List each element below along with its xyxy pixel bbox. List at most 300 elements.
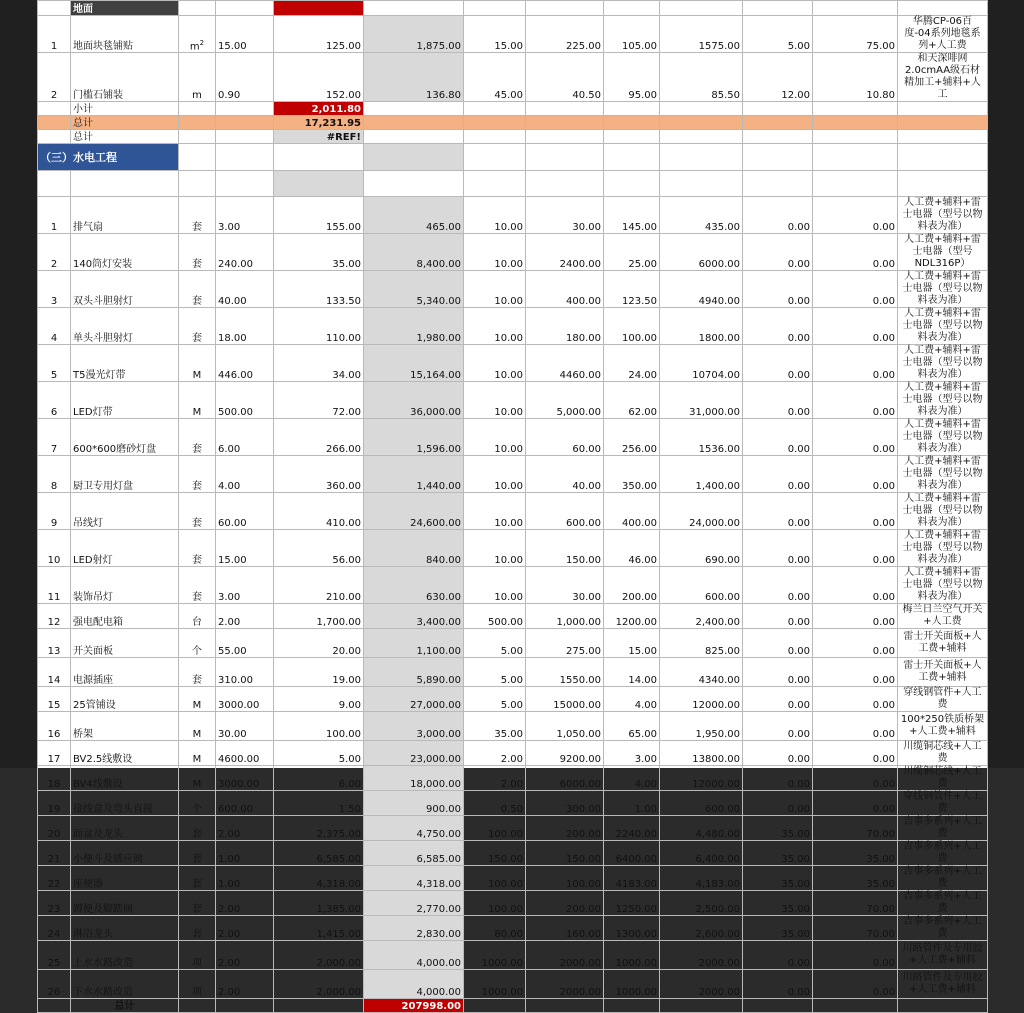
item-total[interactable]: 2,830.00 [364, 916, 464, 941]
aux-total[interactable]: 0.00 [813, 493, 898, 530]
empty-cell[interactable] [743, 144, 813, 171]
grand-total-value[interactable]: 17,231.95 [274, 116, 364, 130]
aux-unit-price[interactable]: 0.00 [743, 456, 813, 493]
item-unit[interactable]: m [179, 53, 216, 102]
item-total[interactable]: 840.00 [364, 530, 464, 567]
item-note[interactable]: 人工费+辅料+雷士电器（型号以物料表为准） [898, 567, 988, 604]
item-total[interactable]: 630.00 [364, 567, 464, 604]
row-number[interactable]: 24 [38, 916, 71, 941]
empty-cell[interactable] [660, 999, 743, 1013]
empty-cell[interactable] [898, 144, 988, 171]
item-note[interactable]: 雷士开关面板+人工费+辅料 [898, 629, 988, 658]
labor-unit-price[interactable]: 10.00 [464, 382, 526, 419]
aux-total[interactable]: 0.00 [813, 941, 898, 970]
item-total[interactable]: 4,000.00 [364, 970, 464, 999]
material-total[interactable]: 4,480.00 [660, 816, 743, 841]
empty-cell[interactable] [71, 171, 179, 197]
material-unit-price[interactable]: 1.00 [604, 791, 660, 816]
item-unit-price[interactable]: 210.00 [274, 567, 364, 604]
item-note[interactable]: 100*250铁质桥架+人工费+辅料 [898, 712, 988, 741]
ref-total-value[interactable]: #REF! [274, 130, 364, 144]
item-unit-price[interactable]: 34.00 [274, 345, 364, 382]
item-name[interactable]: 吊线灯 [71, 493, 179, 530]
item-total[interactable]: 5,890.00 [364, 658, 464, 687]
labor-unit-price[interactable]: 100.00 [464, 891, 526, 916]
material-unit-price[interactable]: 256.00 [604, 419, 660, 456]
labor-unit-price[interactable]: 100.00 [464, 816, 526, 841]
aux-unit-price[interactable]: 35.00 [743, 866, 813, 891]
item-unit-price[interactable]: 2,000.00 [274, 941, 364, 970]
labor-total[interactable]: 160.00 [526, 916, 604, 941]
item-note[interactable]: 吉事多系列+人工费 [898, 891, 988, 916]
item-unit[interactable]: 套 [179, 271, 216, 308]
item-name[interactable]: 单头斗胆射灯 [71, 308, 179, 345]
row-number[interactable]: 6 [38, 382, 71, 419]
item-unit[interactable]: 套 [179, 456, 216, 493]
row-number[interactable]: 21 [38, 841, 71, 866]
item-total[interactable]: 3,000.00 [364, 712, 464, 741]
item-total[interactable]: 136.80 [364, 53, 464, 102]
item-quantity[interactable]: 2.00 [216, 604, 274, 629]
empty-cell[interactable] [179, 144, 216, 171]
empty-cell[interactable] [660, 171, 743, 197]
aux-unit-price[interactable]: 0.00 [743, 530, 813, 567]
ref-total-label[interactable]: 总计 [71, 130, 179, 144]
item-total[interactable]: 465.00 [364, 197, 464, 234]
item-unit-price[interactable]: 5.00 [274, 741, 364, 766]
labor-unit-price[interactable]: 10.00 [464, 493, 526, 530]
aux-unit-price[interactable]: 35.00 [743, 816, 813, 841]
item-quantity[interactable]: 2.00 [216, 816, 274, 841]
empty-cell[interactable] [38, 999, 71, 1013]
labor-total[interactable]: 15000.00 [526, 687, 604, 712]
item-unit-price[interactable]: 125.00 [274, 16, 364, 53]
empty-cell[interactable] [813, 102, 898, 116]
item-total[interactable]: 15,164.00 [364, 345, 464, 382]
item-note[interactable]: 吉事多系列+人工费 [898, 816, 988, 841]
material-total[interactable]: 31,000.00 [660, 382, 743, 419]
empty-cell[interactable] [813, 116, 898, 130]
item-note[interactable]: 人工费+辅料+雷士电器（型号以物料表为准） [898, 271, 988, 308]
item-total[interactable]: 24,600.00 [364, 493, 464, 530]
material-total[interactable]: 12000.00 [660, 766, 743, 791]
aux-total[interactable]: 70.00 [813, 891, 898, 916]
material-unit-price[interactable]: 65.00 [604, 712, 660, 741]
item-total[interactable]: 5,340.00 [364, 271, 464, 308]
empty-cell[interactable] [660, 116, 743, 130]
aux-total[interactable]: 0.00 [813, 271, 898, 308]
item-total[interactable]: 4,318.00 [364, 866, 464, 891]
aux-unit-price[interactable]: 0.00 [743, 308, 813, 345]
item-total[interactable]: 3,400.00 [364, 604, 464, 629]
item-unit[interactable]: M [179, 766, 216, 791]
labor-unit-price[interactable]: 45.00 [464, 53, 526, 102]
aux-total[interactable]: 0.00 [813, 766, 898, 791]
material-total[interactable]: 24,000.00 [660, 493, 743, 530]
aux-unit-price[interactable]: 0.00 [743, 234, 813, 271]
subtotal-label[interactable]: 小计 [71, 102, 179, 116]
item-quantity[interactable]: 4600.00 [216, 741, 274, 766]
item-unit-price[interactable]: 4,318.00 [274, 866, 364, 891]
item-note[interactable]: 川缆铜芯线+人工费 [898, 741, 988, 766]
item-unit-price[interactable]: 266.00 [274, 419, 364, 456]
labor-unit-price[interactable]: 0.50 [464, 791, 526, 816]
item-unit[interactable]: 套 [179, 530, 216, 567]
labor-unit-price[interactable]: 5.00 [464, 629, 526, 658]
aux-unit-price[interactable]: 0.00 [743, 271, 813, 308]
labor-total[interactable]: 60.00 [526, 419, 604, 456]
item-unit-price[interactable]: 360.00 [274, 456, 364, 493]
labor-unit-price[interactable]: 10.00 [464, 308, 526, 345]
material-total[interactable]: 600.00 [660, 567, 743, 604]
item-unit-price[interactable]: 1,700.00 [274, 604, 364, 629]
labor-unit-price[interactable]: 10.00 [464, 271, 526, 308]
item-unit-price[interactable]: 72.00 [274, 382, 364, 419]
item-name[interactable]: 地面块毯铺贴 [71, 16, 179, 53]
item-name[interactable]: 25管铺设 [71, 687, 179, 712]
item-note[interactable]: 人工费+辅料+雷士电器（型号NDL316P） [898, 234, 988, 271]
item-total[interactable]: 8,400.00 [364, 234, 464, 271]
item-name[interactable]: 桥架 [71, 712, 179, 741]
item-unit-price[interactable]: 1,415.00 [274, 916, 364, 941]
row-number[interactable]: 12 [38, 604, 71, 629]
item-quantity[interactable]: 2.00 [216, 916, 274, 941]
item-quantity[interactable]: 30.00 [216, 712, 274, 741]
empty-cell[interactable] [179, 999, 216, 1013]
aux-unit-price[interactable]: 5.00 [743, 16, 813, 53]
aux-unit-price[interactable]: 0.00 [743, 567, 813, 604]
labor-total[interactable]: 150.00 [526, 841, 604, 866]
item-note[interactable]: 穿线钢管件+人工费 [898, 687, 988, 712]
subtotal-value[interactable]: 2,011.80 [274, 102, 364, 116]
item-quantity[interactable]: 18.00 [216, 308, 274, 345]
cell[interactable] [274, 1, 364, 16]
aux-unit-price[interactable]: 0.00 [743, 493, 813, 530]
labor-total[interactable]: 1550.00 [526, 658, 604, 687]
item-quantity[interactable]: 55.00 [216, 629, 274, 658]
item-unit[interactable]: M [179, 741, 216, 766]
empty-cell[interactable] [526, 171, 604, 197]
empty-cell[interactable] [38, 1, 71, 16]
material-unit-price[interactable]: 145.00 [604, 197, 660, 234]
empty-cell[interactable] [660, 144, 743, 171]
item-unit-price[interactable]: 155.00 [274, 197, 364, 234]
empty-cell[interactable] [464, 102, 526, 116]
row-number[interactable]: 19 [38, 791, 71, 816]
empty-cell[interactable] [898, 999, 988, 1013]
item-note[interactable]: 川路管件及专用胶+人工费+辅料 [898, 970, 988, 999]
material-total[interactable]: 6000.00 [660, 234, 743, 271]
aux-unit-price[interactable]: 0.00 [743, 766, 813, 791]
row-number[interactable]: 5 [38, 345, 71, 382]
item-unit-price[interactable]: 2,000.00 [274, 970, 364, 999]
material-unit-price[interactable]: 15.00 [604, 629, 660, 658]
labor-unit-price[interactable]: 35.00 [464, 712, 526, 741]
empty-cell[interactable] [464, 116, 526, 130]
item-quantity[interactable]: 3.00 [216, 197, 274, 234]
empty-cell[interactable] [364, 144, 464, 171]
material-total[interactable]: 12000.00 [660, 687, 743, 712]
item-name[interactable]: 装饰吊灯 [71, 567, 179, 604]
aux-total[interactable]: 0.00 [813, 308, 898, 345]
item-note[interactable]: 人工费+辅料+雷士电器（型号以物料表为准） [898, 530, 988, 567]
item-unit-price[interactable]: 35.00 [274, 234, 364, 271]
labor-total[interactable]: 225.00 [526, 16, 604, 53]
final-total-label[interactable]: 总计 [71, 999, 179, 1013]
material-unit-price[interactable]: 1000.00 [604, 941, 660, 970]
empty-cell[interactable] [604, 102, 660, 116]
row-number[interactable]: 15 [38, 687, 71, 712]
labor-unit-price[interactable]: 10.00 [464, 567, 526, 604]
item-unit-price[interactable]: 20.00 [274, 629, 364, 658]
item-quantity[interactable]: 2.00 [216, 941, 274, 970]
aux-unit-price[interactable]: 35.00 [743, 916, 813, 941]
material-total[interactable]: 4340.00 [660, 658, 743, 687]
empty-cell[interactable] [604, 1, 660, 16]
aux-total[interactable]: 35.00 [813, 841, 898, 866]
material-total[interactable]: 2,600.00 [660, 916, 743, 941]
material-unit-price[interactable]: 350.00 [604, 456, 660, 493]
labor-total[interactable]: 600.00 [526, 493, 604, 530]
empty-cell[interactable] [274, 144, 364, 171]
aux-total[interactable]: 0.00 [813, 382, 898, 419]
empty-cell[interactable] [660, 1, 743, 16]
aux-total[interactable]: 0.00 [813, 234, 898, 271]
material-total[interactable]: 435.00 [660, 197, 743, 234]
item-unit[interactable]: M [179, 712, 216, 741]
aux-total[interactable]: 0.00 [813, 530, 898, 567]
item-quantity[interactable]: 600.00 [216, 791, 274, 816]
material-unit-price[interactable]: 400.00 [604, 493, 660, 530]
item-name[interactable]: BV4线敷设 [71, 766, 179, 791]
item-note[interactable]: 人工费+辅料+雷士电器（型号以物料表为准） [898, 493, 988, 530]
aux-unit-price[interactable]: 0.00 [743, 712, 813, 741]
material-total[interactable]: 1800.00 [660, 308, 743, 345]
item-unit-price[interactable]: 2,375.00 [274, 816, 364, 841]
empty-cell[interactable] [216, 144, 274, 171]
aux-unit-price[interactable]: 0.00 [743, 741, 813, 766]
labor-unit-price[interactable]: 10.00 [464, 419, 526, 456]
labor-total[interactable]: 30.00 [526, 197, 604, 234]
empty-cell[interactable] [216, 116, 274, 130]
item-unit[interactable]: 套 [179, 841, 216, 866]
row-number[interactable]: 23 [38, 891, 71, 916]
material-unit-price[interactable]: 1300.00 [604, 916, 660, 941]
item-unit-price[interactable]: 410.00 [274, 493, 364, 530]
aux-unit-price[interactable]: 35.00 [743, 841, 813, 866]
empty-cell[interactable] [526, 144, 604, 171]
material-unit-price[interactable]: 1200.00 [604, 604, 660, 629]
item-note[interactable]: 雷士开关面板+人工费+辅料 [898, 658, 988, 687]
item-unit-price[interactable]: 9.00 [274, 687, 364, 712]
row-number[interactable]: 10 [38, 530, 71, 567]
item-unit-price[interactable]: 152.00 [274, 53, 364, 102]
material-total[interactable]: 1575.00 [660, 16, 743, 53]
empty-cell[interactable] [898, 1, 988, 16]
material-total[interactable]: 2000.00 [660, 970, 743, 999]
material-unit-price[interactable]: 105.00 [604, 16, 660, 53]
item-name[interactable]: 座便器 [71, 866, 179, 891]
material-total[interactable]: 690.00 [660, 530, 743, 567]
item-unit-price[interactable]: 6,585.00 [274, 841, 364, 866]
empty-cell[interactable] [813, 130, 898, 144]
item-note[interactable]: 人工费+辅料+雷士电器（型号以物料表为准） [898, 419, 988, 456]
material-total[interactable]: 600.00 [660, 791, 743, 816]
item-note[interactable]: 人工费+辅料+雷士电器（型号以物料表为准） [898, 308, 988, 345]
empty-cell[interactable] [216, 102, 274, 116]
empty-cell[interactable] [38, 116, 71, 130]
aux-total[interactable]: 0.00 [813, 970, 898, 999]
labor-total[interactable]: 40.50 [526, 53, 604, 102]
aux-total[interactable]: 0.00 [813, 687, 898, 712]
empty-cell[interactable] [179, 1, 216, 16]
material-unit-price[interactable]: 4183.00 [604, 866, 660, 891]
aux-total[interactable]: 0.00 [813, 197, 898, 234]
empty-cell[interactable] [526, 1, 604, 16]
material-unit-price[interactable]: 24.00 [604, 345, 660, 382]
aux-unit-price[interactable]: 0.00 [743, 941, 813, 970]
item-unit-price[interactable]: 110.00 [274, 308, 364, 345]
labor-unit-price[interactable]: 1000.00 [464, 970, 526, 999]
empty-cell[interactable] [743, 130, 813, 144]
empty-cell[interactable] [604, 144, 660, 171]
empty-cell[interactable] [604, 130, 660, 144]
empty-cell[interactable] [660, 130, 743, 144]
empty-cell[interactable] [526, 999, 604, 1013]
item-unit[interactable]: $m^2$ [179, 16, 216, 53]
aux-total[interactable]: 0.00 [813, 712, 898, 741]
material-total[interactable]: 1536.00 [660, 419, 743, 456]
aux-total[interactable]: 35.00 [813, 866, 898, 891]
item-name[interactable]: 电源插座 [71, 658, 179, 687]
item-quantity[interactable]: 2.00 [216, 891, 274, 916]
item-unit[interactable]: M [179, 687, 216, 712]
row-number[interactable]: 8 [38, 456, 71, 493]
labor-total[interactable]: 5,000.00 [526, 382, 604, 419]
material-unit-price[interactable]: 46.00 [604, 530, 660, 567]
item-total[interactable]: 1,100.00 [364, 629, 464, 658]
row-number[interactable]: 13 [38, 629, 71, 658]
item-total[interactable]: 36,000.00 [364, 382, 464, 419]
row-number[interactable]: 25 [38, 941, 71, 970]
item-name[interactable]: 排气扇 [71, 197, 179, 234]
item-total[interactable]: 1,596.00 [364, 419, 464, 456]
material-unit-price[interactable]: 3.00 [604, 741, 660, 766]
material-unit-price[interactable]: 95.00 [604, 53, 660, 102]
item-quantity[interactable]: 240.00 [216, 234, 274, 271]
empty-cell[interactable] [898, 116, 988, 130]
item-total[interactable]: 27,000.00 [364, 687, 464, 712]
item-name[interactable]: 强电配电箱 [71, 604, 179, 629]
item-quantity[interactable]: 1.00 [216, 866, 274, 891]
item-note[interactable]: 人工费+辅料+雷士电器（型号以物料表为准） [898, 456, 988, 493]
aux-unit-price[interactable]: 0.00 [743, 345, 813, 382]
labor-total[interactable]: 40.00 [526, 456, 604, 493]
labor-total[interactable]: 400.00 [526, 271, 604, 308]
aux-total[interactable]: 0.00 [813, 567, 898, 604]
empty-cell[interactable] [526, 116, 604, 130]
item-total[interactable]: 1,440.00 [364, 456, 464, 493]
aux-unit-price[interactable]: 0.00 [743, 687, 813, 712]
labor-unit-price[interactable]: 500.00 [464, 604, 526, 629]
item-note[interactable]: 人工费+辅料+雷士电器（型号以物料表为准） [898, 197, 988, 234]
labor-unit-price[interactable]: 10.00 [464, 197, 526, 234]
labor-total[interactable]: 6000.00 [526, 766, 604, 791]
empty-cell[interactable] [743, 999, 813, 1013]
item-name[interactable]: LED灯带 [71, 382, 179, 419]
item-note[interactable]: 穿线钢管件+人工费 [898, 791, 988, 816]
item-name[interactable]: LED射灯 [71, 530, 179, 567]
labor-total[interactable]: 30.00 [526, 567, 604, 604]
item-note[interactable]: 华腾CP-06百度-04系列地毯系列+人工费 [898, 16, 988, 53]
labor-total[interactable]: 150.00 [526, 530, 604, 567]
item-name[interactable]: 140筒灯安装 [71, 234, 179, 271]
aux-unit-price[interactable]: 0.00 [743, 604, 813, 629]
labor-total[interactable]: 1,050.00 [526, 712, 604, 741]
aux-unit-price[interactable]: 0.00 [743, 658, 813, 687]
empty-cell[interactable] [898, 171, 988, 197]
aux-total[interactable]: 0.00 [813, 658, 898, 687]
aux-unit-price[interactable]: 0.00 [743, 970, 813, 999]
item-total[interactable]: 1,875.00 [364, 16, 464, 53]
empty-cell[interactable] [364, 1, 464, 16]
row-number[interactable]: 2 [38, 234, 71, 271]
aux-total[interactable]: 0.00 [813, 419, 898, 456]
row-number[interactable]: 2 [38, 53, 71, 102]
labor-unit-price[interactable]: 100.00 [464, 866, 526, 891]
item-total[interactable]: 18,000.00 [364, 766, 464, 791]
empty-cell[interactable] [464, 1, 526, 16]
row-number[interactable]: 18 [38, 766, 71, 791]
row-number[interactable]: 16 [38, 712, 71, 741]
aux-total[interactable]: 0.00 [813, 791, 898, 816]
material-total[interactable]: 2000.00 [660, 941, 743, 970]
labor-unit-price[interactable]: 10.00 [464, 345, 526, 382]
aux-total[interactable]: 0.00 [813, 456, 898, 493]
aux-unit-price[interactable]: 0.00 [743, 382, 813, 419]
item-quantity[interactable]: 3000.00 [216, 687, 274, 712]
labor-unit-price[interactable]: 10.00 [464, 234, 526, 271]
labor-total[interactable]: 2000.00 [526, 941, 604, 970]
item-total[interactable]: 6,585.00 [364, 841, 464, 866]
item-total[interactable]: 900.00 [364, 791, 464, 816]
item-unit[interactable]: 套 [179, 916, 216, 941]
item-quantity[interactable]: 446.00 [216, 345, 274, 382]
aux-unit-price[interactable]: 12.00 [743, 53, 813, 102]
item-quantity[interactable]: 3.00 [216, 567, 274, 604]
material-total[interactable]: 2,400.00 [660, 604, 743, 629]
empty-cell[interactable] [464, 144, 526, 171]
material-unit-price[interactable]: 123.50 [604, 271, 660, 308]
aux-unit-price[interactable]: 35.00 [743, 891, 813, 916]
material-total[interactable]: 4940.00 [660, 271, 743, 308]
labor-total[interactable]: 9200.00 [526, 741, 604, 766]
empty-cell[interactable] [274, 999, 364, 1013]
material-total[interactable]: 2,500.00 [660, 891, 743, 916]
row-number[interactable]: 1 [38, 16, 71, 53]
item-unit[interactable]: 套 [179, 234, 216, 271]
material-unit-price[interactable]: 62.00 [604, 382, 660, 419]
item-unit[interactable]: 套 [179, 493, 216, 530]
item-total[interactable]: 1,980.00 [364, 308, 464, 345]
row-number[interactable]: 4 [38, 308, 71, 345]
grand-total-label[interactable]: 总计 [71, 116, 179, 130]
labor-total[interactable]: 2000.00 [526, 970, 604, 999]
labor-total[interactable]: 1,000.00 [526, 604, 604, 629]
item-name[interactable]: 600*600磨砂灯盘 [71, 419, 179, 456]
item-unit[interactable]: 套 [179, 816, 216, 841]
item-quantity[interactable]: 6.00 [216, 419, 274, 456]
